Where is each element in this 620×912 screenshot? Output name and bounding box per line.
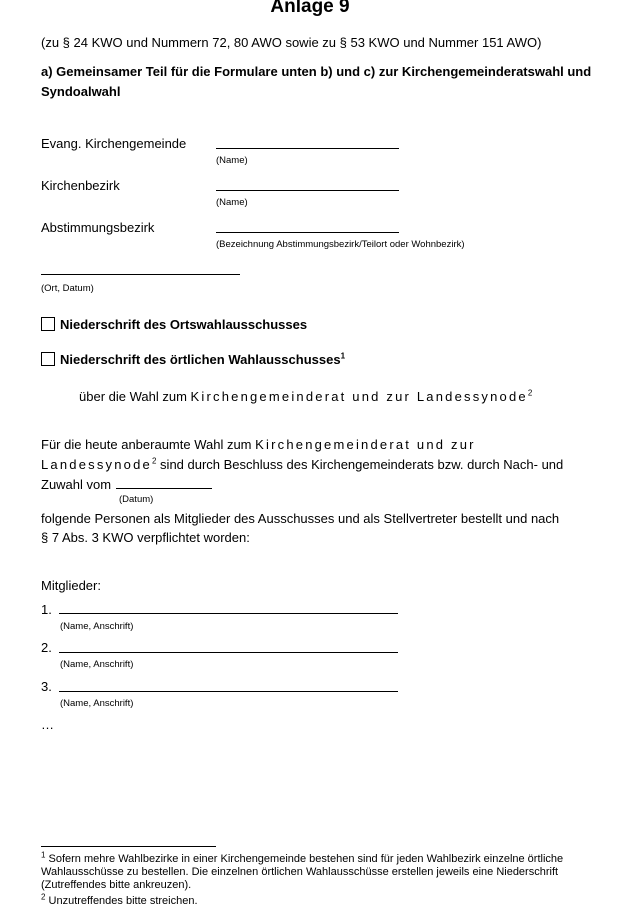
field-label-kirchenbezirk: Kirchenbezirk [41, 178, 120, 193]
kirchengemeinde-input-line[interactable] [216, 148, 399, 149]
field-label-kirchengemeinde: Evang. Kirchengemeinde [41, 136, 187, 151]
footnote-1: $^1$ Sofern mehre Wahlbezirke in einer Kirchengemeinde bestehen sind für jeden Wahlbezirk einzelne örtliche Wahlausschüsse zu bestellen. Die einzelnen örtlichen Wahlausschüsse erstellen jeweils eine Niederschrift (Zutreffendes bitte ankreuzen). [41, 850, 564, 891]
member-number-3: 3. [41, 679, 52, 694]
paragraph-line-4: folgende Personen als Mitglieder des Ausschusses und als Stellvertreter bestellt und nach [41, 511, 560, 526]
member-3-input-line[interactable] [59, 691, 398, 692]
checkbox-label-oertlicher-wahlausschuss: Niederschrift des örtlichen Wahlausschusses$^1$ [60, 351, 346, 367]
member-1-hint: (Name, Anschrift) [60, 621, 134, 632]
footnote-ref-2: 2 [527, 388, 533, 398]
paragraph-line-3: Zuwahl vom [41, 477, 112, 492]
paragraph-line-1: Für die heute anberaumte Wahl zum Kirchengemeinderat und zur [41, 437, 476, 452]
member-1-input-line[interactable] [59, 613, 398, 614]
checkbox-oertlicher-wahlausschuss[interactable] [41, 352, 55, 366]
kirchenbezirk-input-line[interactable] [216, 190, 399, 191]
election-subtitle: über die Wahl zum Kirchengemeinderat und zur Landessynode$^2$ [79, 388, 533, 404]
place-date-input-line[interactable] [41, 274, 240, 275]
abstimmungsbezirk-input-line[interactable] [216, 232, 399, 233]
members-label: Mitglieder: [41, 578, 101, 593]
field-hint-kirchengemeinde: (Name) [216, 155, 248, 166]
date-hint: (Datum) [119, 494, 154, 505]
page-title: Anlage 9 [270, 0, 350, 17]
members-ellipsis: … [41, 717, 54, 732]
footnote-divider [41, 846, 216, 847]
checkbox-label-ortswahlausschuss: Niederschrift des Ortswahlausschusses [60, 317, 308, 332]
field-label-abstimmungsbezirk: Abstimmungsbezirk [41, 220, 155, 235]
member-3-hint: (Name, Anschrift) [60, 698, 134, 709]
legal-reference: (zu § 24 KWO und Nummern 72, 80 AWO sowie zu § 53 KWO und Nummer 151 AWO) [41, 35, 542, 50]
paragraph-line-2: Landessynode$^2$ sind durch Beschluss des Kirchengemeinderats bzw. durch Nach- und [41, 456, 564, 472]
section-heading: a) Gemeinsamer Teil für die Formulare unten b) und c) zur Kirchengemeinderatswahl und Syndoalwahl [41, 64, 592, 99]
member-2-hint: (Name, Anschrift) [60, 659, 134, 670]
footnote-ref-1: 1 [340, 351, 346, 361]
member-number-2: 2. [41, 640, 52, 655]
field-hint-kirchenbezirk: (Name) [216, 197, 248, 208]
member-number-1: 1. [41, 602, 52, 617]
member-2-input-line[interactable] [59, 652, 398, 653]
place-date-hint: (Ort, Datum) [41, 283, 94, 294]
footnote-2: $^2$ Unzutreffendes bitte streichen. [41, 892, 198, 907]
checkbox-ortswahlausschuss[interactable] [41, 317, 55, 331]
paragraph-line-5: § 7 Abs. 3 KWO verpflichtet worden: [41, 530, 250, 545]
field-hint-abstimmungsbezirk: (Bezeichnung Abstimmungsbezirk/Teilort oder Wohnbezirk) [216, 239, 465, 250]
date-input-line[interactable] [116, 488, 212, 489]
